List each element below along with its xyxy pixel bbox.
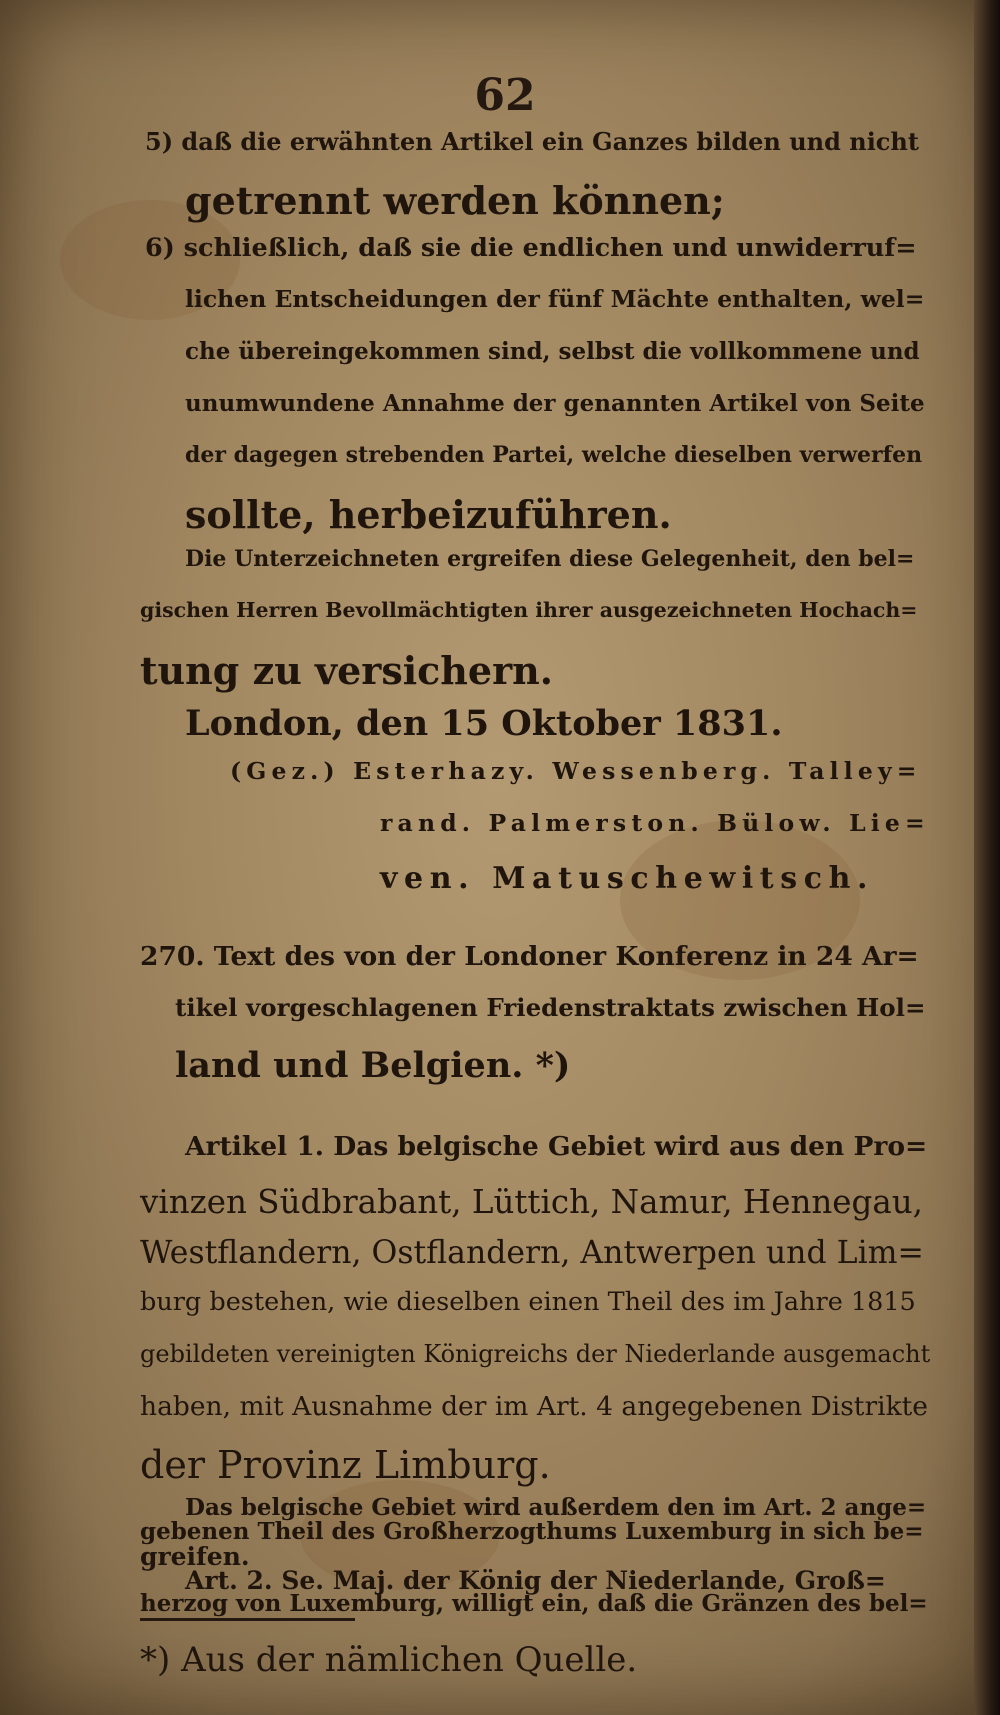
article-1-line: Westflandern, Ostflandern, Antwerpen und Lim= (140, 1235, 924, 1271)
section-heading-line: tikel vorgeschlagenen Friedenstraktats zwischen Hol= (175, 993, 926, 1022)
dateline: London, den 15 Oktober 1831. (185, 703, 783, 744)
closing-line: Die Unterzeichneten ergreifen diese Gelegenheit, den bel= (185, 546, 915, 572)
article-1-line: vinzen Südbrabant, Lüttich, Namur, Hennegau, (140, 1183, 923, 1221)
footnote: *) Aus der nämlichen Quelle. (140, 1640, 638, 1680)
clause-6-line: lichen Entscheidungen der fünf Mächte enthalten, wel= (185, 285, 925, 313)
clause-6-line: che übereingekommen sind, selbst die vollkommene und (185, 338, 920, 365)
closing-line: gischen Herren Bevollmächtigten ihrer ausgezeichneten Hochach= (140, 598, 918, 622)
article-1-cont-line: Das belgische Gebiet wird außerdem den im Art. 2 ange= (185, 1494, 927, 1521)
clause-6-line: 6) schließlich, daß sie die endlichen und unwiderruf= (145, 233, 917, 263)
article-1-line: Artikel 1. Das belgische Gebiet wird aus den Pro= (185, 1131, 928, 1162)
page-number: 62 (474, 70, 536, 121)
article-2-line: herzog von Luxemburg, willigt ein, daß die Gränzen des bel= (140, 1590, 928, 1617)
article-1-cont-line: gebenen Theil des Großherzogthums Luxemburg in sich be= (140, 1518, 924, 1545)
article-1-line: haben, mit Ausnahme der im Art. 4 angegebenen Distrikte (140, 1391, 928, 1422)
article-2-line: Art. 2. Se. Maj. der König der Niederlande, Groß= (185, 1566, 886, 1595)
clause-6-line: sollte, herbeizuführen. (185, 492, 672, 537)
clause-5-line: 5) daß die erwähnten Artikel ein Ganzes bilden und nicht (145, 127, 919, 156)
article-1-line: der Provinz Limburg. (140, 1443, 551, 1487)
section-heading-line: land und Belgien. *) (175, 1045, 571, 1086)
signature-line: ven. Matuschewitsch. (380, 861, 875, 896)
footnote-divider (140, 1618, 355, 1621)
clause-6-line: der dagegen strebenden Partei, welche dieselben verwerfen (185, 442, 923, 468)
section-heading-line: 270. Text des von der Londoner Konferenz in 24 Ar= (140, 941, 919, 972)
closing-line: tung zu versichern. (140, 648, 553, 693)
page-edge-shadow (974, 0, 1000, 1715)
article-1-line: burg bestehen, wie dieselben einen Theil des im Jahre 1815 (140, 1287, 916, 1317)
signature-line: rand. Palmerston. Bülow. Lie= (380, 809, 930, 837)
clause-6-line: unumwundene Annahme der genannten Artikel von Seite (185, 390, 925, 417)
signature-line: (Gez.) Esterhazy. Wessenberg. Talley= (230, 757, 922, 785)
clause-5-line: getrennt werden können; (185, 178, 725, 223)
article-1-line: gebildeten vereinigten Königreichs der Niederlande ausgemacht (140, 1340, 931, 1368)
article-1-cont-line: greifen. (140, 1542, 250, 1571)
